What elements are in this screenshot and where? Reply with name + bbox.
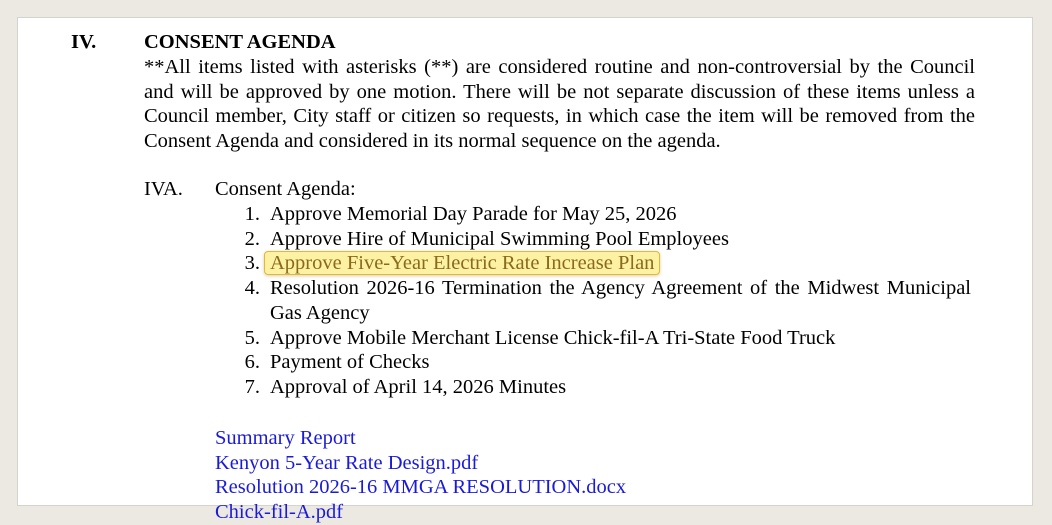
attachment-link-rate-design-pdf[interactable]: Kenyon 5-Year Rate Design.pdf (215, 451, 479, 474)
attachment-links (215, 426, 626, 525)
agenda-item-number: 2. (244, 227, 260, 250)
agenda-item-text: Approve Hire of Municipal Swimming Pool Employees (270, 227, 729, 250)
subsection-number: IVA. (144, 178, 183, 200)
highlighted-agenda-item-text[interactable]: Approve Five-Year Electric Rate Increase Plan (264, 251, 660, 275)
agenda-item-number: 7. (244, 375, 260, 398)
agenda-item (233, 326, 971, 351)
agenda-item-text: Resolution 2026-16 Termination the Agency Agreement of the Midwest Municipal Gas Agency (270, 277, 971, 324)
agenda-item (233, 202, 971, 227)
attachment-link-resolution-docx[interactable]: Resolution 2026-16 MMGA RESOLUTION.docx (215, 476, 627, 499)
consent-intro-paragraph: **All items listed with asterisks (**) are considered routine and non-controversial by the Council and will be approved by one motion. There will be not separate discussion of these items unless a Council member, City staff or citizen so requests, in which case the item will be removed from the Consent Agenda and considered in its normal sequence on the agenda. (144, 56, 975, 153)
attachment-link-summary-report[interactable]: Summary Report (215, 427, 356, 449)
agenda-item (233, 350, 971, 375)
agenda-item-list (233, 202, 971, 400)
section-title: CONSENT AGENDA (144, 31, 336, 53)
agenda-item-highlighted (233, 251, 971, 276)
agenda-item-number: 3. (244, 252, 260, 275)
document-page (17, 17, 1033, 524)
attachment-link-chick-fil-a-pdf[interactable]: Chick-fil-A.pdf (215, 501, 344, 524)
agenda-item-number: 4. (244, 277, 260, 300)
agenda-item-text: Approve Mobile Merchant License Chick-fil-A Tri-State Food Truck (270, 326, 836, 349)
agenda-item (233, 276, 971, 325)
agenda-item-text: Payment of Checks (270, 351, 430, 374)
agenda-item (233, 375, 971, 400)
subsection-title: Consent Agenda: (215, 178, 356, 200)
agenda-item-text: Approve Memorial Day Parade for May 25, 2026 (270, 203, 677, 225)
agenda-item-number: 1. (244, 203, 260, 225)
agenda-item (233, 227, 971, 252)
agenda-item-text: Approval of April 14, 2026 Minutes (270, 375, 567, 398)
agenda-item-number: 6. (244, 351, 260, 374)
agenda-item-number: 5. (244, 326, 260, 349)
section-number: IV. (71, 31, 97, 53)
